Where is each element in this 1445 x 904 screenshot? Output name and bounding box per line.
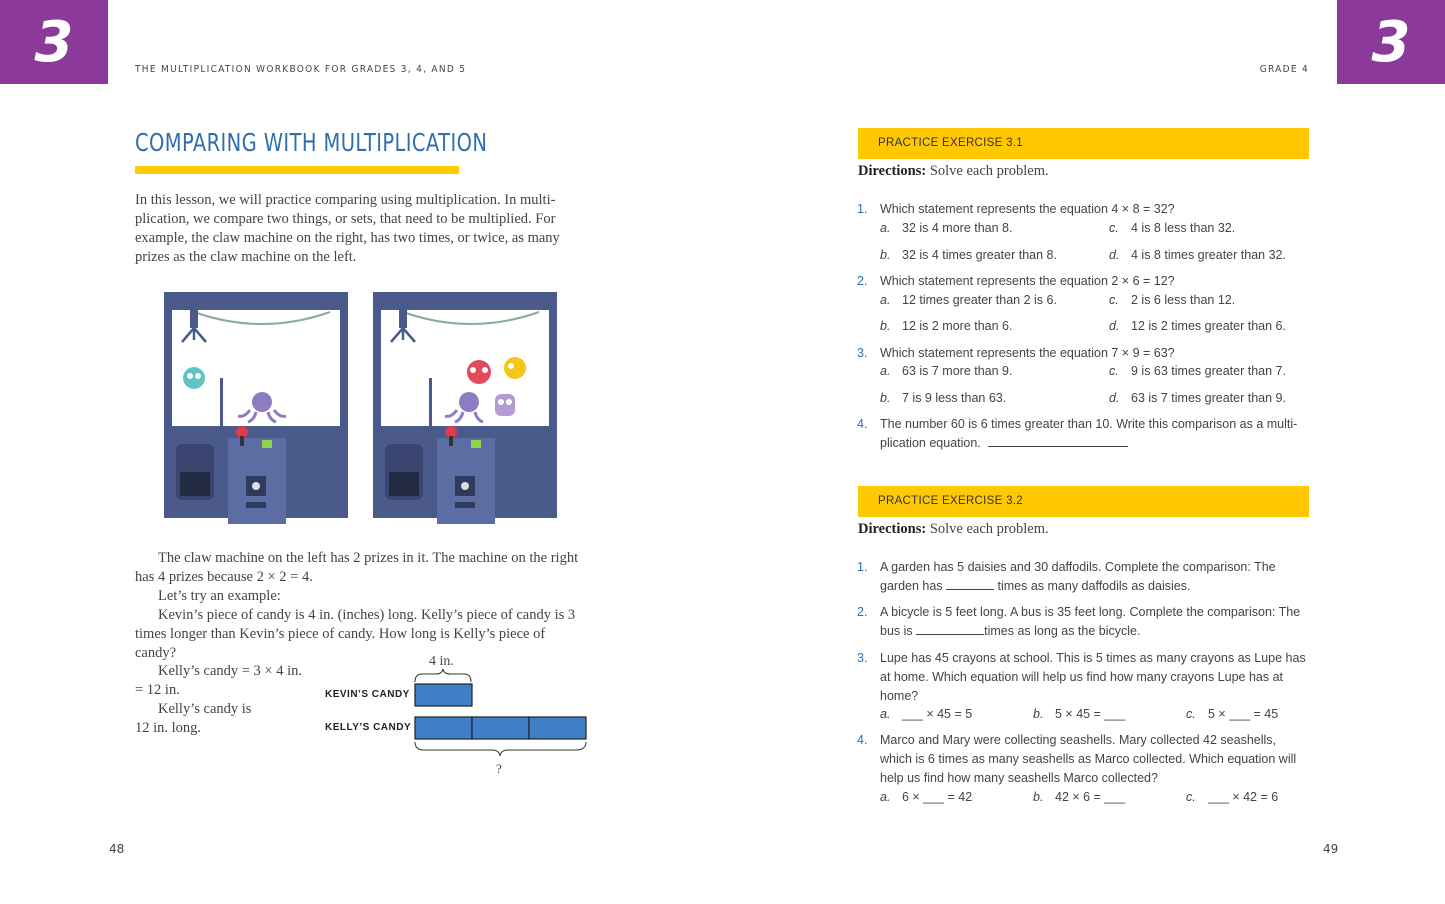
example-problem: Kevin’s piece of candy is 4 in. (inches) long. Kelly’s piece of candy is 3 times longer than Kevin’s piece of candy. How long is Kelly’s piece of candy? [135, 607, 576, 661]
option-d[interactable]: d. 4 is 8 times greater than 32. [1109, 248, 1286, 262]
diagram-question-mark: ? [496, 761, 502, 776]
explanation-paragraph: The claw machine on the left has 2 prizes in it. The machine on the right has 4 prizes because 2 × 2 = 4. [135, 550, 579, 585]
chapter-tab-left: 3 [0, 0, 108, 84]
question-1-4: The number 60 is 6 times greater than 10. Write this comparison as a multi-plication equation. [880, 417, 1298, 450]
example-intro: Let’s try an example: [158, 588, 281, 604]
title-underline [135, 166, 459, 174]
question-number: 1. [857, 560, 868, 574]
answer-blank[interactable] [916, 634, 984, 635]
question-1-2: Which statement represents the equation 2 × 6 = 12? [880, 274, 1175, 288]
question-number: 3. [857, 651, 868, 665]
solution-line-2: = 12 in. [135, 682, 180, 698]
exercise-3-2-directions: Directions: Solve each problem. [858, 521, 1049, 537]
exercise-3-1-directions: Directions: Solve each problem. [858, 163, 1049, 179]
option-c[interactable]: c. 4 is 8 less than 32. [1109, 221, 1236, 235]
option-b[interactable]: b. 32 is 4 times greater than 8. [880, 248, 1057, 262]
option-b[interactable]: b. 5 × 45 = ___ [1033, 707, 1126, 721]
question-2-4: Marco and Mary were collecting seashells. Mary collected 42 seashells, which is 6 times as many seashells as Marco collected. Which equation will help us find how many seashells Marco collected? [880, 733, 1297, 785]
option-a[interactable]: a. ___ × 45 = 5 [880, 707, 973, 721]
kevin-candy-label: KEVIN’S CANDY [325, 689, 410, 700]
option-d[interactable]: d. 12 is 2 times greater than 6. [1109, 319, 1286, 333]
solution-line-3: Kelly’s candy is [158, 701, 252, 717]
question-number: 2. [857, 274, 868, 288]
option-a[interactable]: a. 32 is 4 more than 8. [880, 221, 1013, 235]
claw-machine-left [164, 292, 348, 524]
solution-line-1: Kelly’s candy = 3 × 4 in. [158, 663, 303, 679]
exercise-3-1-title: PRACTICE EXERCISE 3.1 [878, 137, 1023, 149]
question-1-3: Which statement represents the equation 7 × 9 = 63? [880, 346, 1175, 360]
option-b[interactable]: b. 12 is 2 more than 6. [880, 319, 1013, 333]
running-header-left: THE MULTIPLICATION WORKBOOK FOR GRADES 3, 4, AND 5 [135, 64, 467, 75]
page-number-right: 49 [1323, 842, 1339, 856]
option-a[interactable]: a. 63 is 7 more than 9. [880, 364, 1013, 378]
option-c[interactable]: c. 2 is 6 less than 12. [1109, 293, 1236, 307]
kevin-candy-bar [415, 684, 472, 706]
question-2-2: A bicycle is 5 feet long. A bus is 35 feet long. Complete the comparison: The bus is times as long as the bicycle. [880, 605, 1301, 638]
question-number: 2. [857, 605, 868, 619]
option-d[interactable]: d. 63 is 7 times greater than 9. [1109, 391, 1286, 405]
claw-machines-illustration [162, 290, 562, 528]
question-number: 3. [857, 346, 868, 360]
question-1-1: Which statement represents the equation 4 × 8 = 32? [880, 202, 1175, 216]
answer-blank[interactable] [946, 589, 994, 590]
exercise-3-2-title: PRACTICE EXERCISE 3.2 [878, 495, 1023, 507]
option-c[interactable]: c. 5 × ___ = 45 [1186, 707, 1279, 721]
question-number: 4. [857, 733, 868, 747]
exercise-3-2-header [858, 486, 1309, 517]
option-c[interactable]: c. ___ × 42 = 6 [1186, 790, 1279, 804]
question-number: 4. [857, 417, 868, 431]
kelly-candy-segment-2 [472, 717, 529, 739]
lesson-title: COMPARING WITH MULTIPLICATION [135, 128, 488, 157]
option-a[interactable]: a. 12 times greater than 2 is 6. [880, 293, 1057, 307]
kelly-candy-label: KELLY’S CANDY [325, 722, 412, 733]
exercise-3-1-header [858, 128, 1309, 159]
intro-paragraph: In this lesson, we will practice comparing using multiplication. In multi-plication, we compare two things, or sets, that need to be multiplied. For example, the claw machine on the right, has two times, or twice, as many prizes as the claw machine on the left. [135, 192, 560, 265]
page-number-left: 48 [109, 842, 125, 856]
option-b[interactable]: b. 42 × 6 = ___ [1033, 790, 1126, 804]
solution-line-4: 12 in. long. [135, 720, 202, 736]
claw-machine-right [373, 292, 557, 524]
option-a[interactable]: a. 6 × ___ = 42 [880, 790, 973, 804]
kelly-candy-segment-3 [529, 717, 586, 739]
question-2-1: A garden has 5 daisies and 30 daffodils. Complete the comparison: The garden has times as many daffodils as daisies. [880, 560, 1276, 593]
option-b[interactable]: b. 7 is 9 less than 63. [880, 391, 1007, 405]
tape-diagram [412, 668, 592, 768]
answer-blank[interactable] [988, 446, 1128, 447]
kelly-candy-segment-1 [415, 717, 472, 739]
question-2-3: Lupe has 45 crayons at school. This is 5 times as many crayons as Lupe has at home. Which equation will help us find how many crayons Lupe has at home? [880, 651, 1306, 703]
running-header-right: GRADE 4 [1259, 64, 1309, 75]
chapter-tab-right: 3 [1337, 0, 1445, 84]
question-number: 1. [857, 202, 868, 216]
option-c[interactable]: c. 9 is 63 times greater than 7. [1109, 364, 1286, 378]
diagram-top-label: 4 in. [429, 654, 454, 669]
